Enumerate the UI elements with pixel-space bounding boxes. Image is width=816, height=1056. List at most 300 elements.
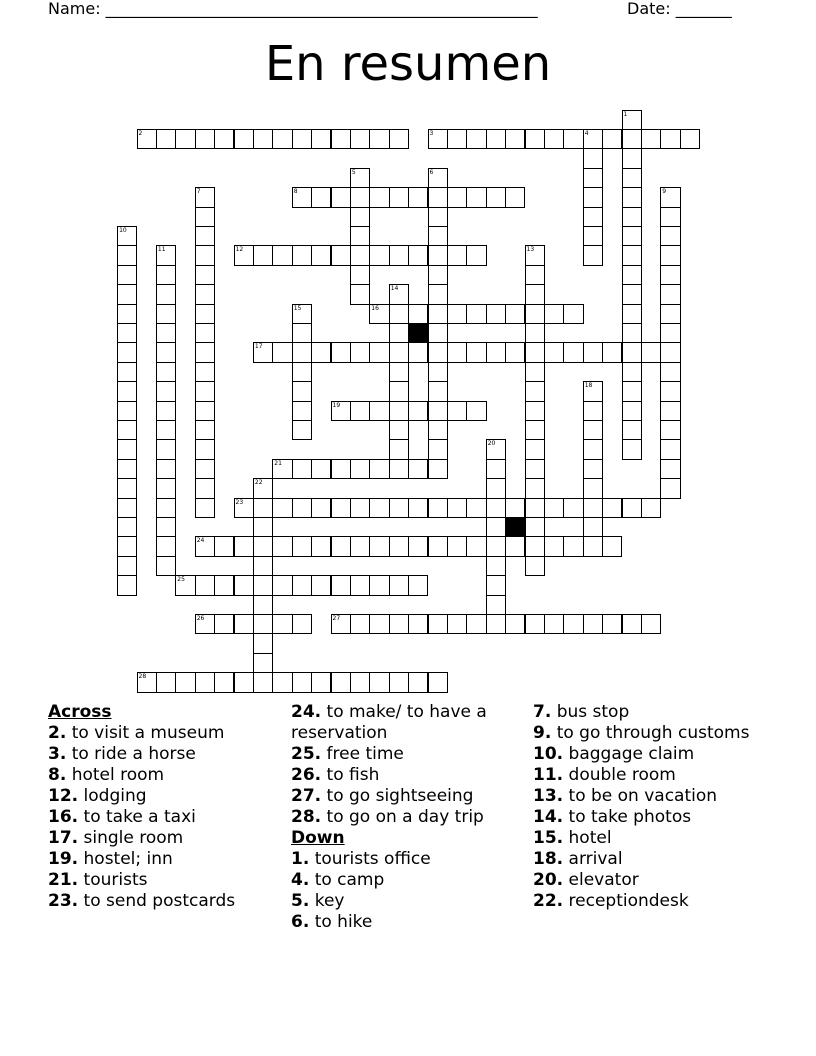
grid-cell[interactable] <box>117 284 137 304</box>
grid-cell[interactable] <box>486 498 506 518</box>
grid-cell[interactable] <box>156 381 176 401</box>
grid-cell[interactable] <box>117 226 137 246</box>
grid-cell[interactable] <box>350 187 370 207</box>
grid-cell[interactable] <box>311 245 331 265</box>
grid-cell[interactable] <box>195 226 215 246</box>
grid-cell[interactable] <box>525 129 545 149</box>
grid-cell[interactable] <box>117 342 137 362</box>
grid-cell[interactable] <box>525 323 545 343</box>
grid-cell[interactable] <box>428 381 448 401</box>
grid-cell[interactable] <box>292 575 312 595</box>
grid-cell[interactable] <box>641 614 661 634</box>
grid-cell[interactable] <box>156 342 176 362</box>
grid-cell[interactable] <box>525 459 545 479</box>
grid-cell[interactable] <box>428 284 448 304</box>
grid-cell[interactable] <box>195 304 215 324</box>
grid-cell[interactable] <box>660 187 680 207</box>
grid-cell[interactable] <box>369 245 389 265</box>
grid-cell[interactable] <box>253 245 273 265</box>
grid-cell[interactable] <box>466 129 486 149</box>
grid-cell[interactable] <box>408 245 428 265</box>
grid-cell[interactable] <box>253 595 273 615</box>
grid-cell[interactable] <box>214 672 234 692</box>
grid-cell[interactable] <box>389 575 409 595</box>
grid-cell[interactable] <box>544 304 564 324</box>
grid-cell[interactable] <box>389 187 409 207</box>
grid-cell[interactable] <box>505 342 525 362</box>
grid-cell[interactable] <box>505 498 525 518</box>
grid-cell[interactable] <box>428 498 448 518</box>
grid-cell[interactable] <box>117 536 137 556</box>
grid-cell[interactable] <box>253 478 273 498</box>
grid-cell[interactable] <box>117 304 137 324</box>
grid-cell[interactable] <box>622 187 642 207</box>
grid-cell[interactable] <box>292 498 312 518</box>
grid-cell[interactable] <box>447 401 467 421</box>
grid-cell[interactable] <box>583 187 603 207</box>
grid-cell[interactable] <box>156 517 176 537</box>
grid-cell[interactable] <box>292 362 312 382</box>
grid-cell[interactable] <box>525 420 545 440</box>
grid-cell[interactable] <box>137 672 157 692</box>
grid-cell[interactable] <box>563 129 583 149</box>
grid-cell[interactable] <box>583 439 603 459</box>
grid-cell[interactable] <box>486 304 506 324</box>
grid-cell[interactable] <box>486 439 506 459</box>
grid-cell[interactable] <box>331 129 351 149</box>
grid-cell[interactable] <box>525 498 545 518</box>
grid-cell[interactable] <box>622 381 642 401</box>
grid-cell[interactable] <box>408 536 428 556</box>
grid-cell[interactable] <box>253 614 273 634</box>
grid-cell[interactable] <box>447 304 467 324</box>
grid-cell[interactable] <box>350 401 370 421</box>
grid-cell[interactable] <box>486 614 506 634</box>
grid-cell[interactable] <box>292 129 312 149</box>
grid-cell[interactable] <box>563 498 583 518</box>
grid-cell[interactable] <box>350 207 370 227</box>
grid-cell[interactable] <box>350 284 370 304</box>
grid-cell[interactable] <box>622 614 642 634</box>
grid-cell[interactable] <box>272 575 292 595</box>
grid-cell[interactable] <box>622 265 642 285</box>
grid-cell[interactable] <box>525 284 545 304</box>
grid-cell[interactable] <box>622 420 642 440</box>
grid-cell[interactable] <box>195 478 215 498</box>
grid-cell[interactable] <box>408 672 428 692</box>
grid-cell[interactable] <box>428 536 448 556</box>
grid-cell[interactable] <box>660 381 680 401</box>
grid-cell[interactable] <box>428 459 448 479</box>
grid-cell[interactable] <box>156 323 176 343</box>
grid-cell[interactable] <box>408 342 428 362</box>
grid-cell[interactable] <box>350 168 370 188</box>
grid-cell[interactable] <box>583 342 603 362</box>
grid-cell[interactable] <box>660 478 680 498</box>
grid-cell[interactable] <box>602 536 622 556</box>
grid-cell[interactable] <box>660 284 680 304</box>
grid-cell[interactable] <box>389 342 409 362</box>
grid-cell[interactable] <box>544 614 564 634</box>
grid-cell[interactable] <box>331 575 351 595</box>
grid-cell[interactable] <box>331 401 351 421</box>
grid-cell[interactable] <box>234 498 254 518</box>
grid-cell[interactable] <box>466 536 486 556</box>
grid-cell[interactable] <box>350 129 370 149</box>
grid-cell[interactable] <box>156 536 176 556</box>
grid-cell[interactable] <box>369 304 389 324</box>
grid-cell[interactable] <box>602 342 622 362</box>
grid-cell[interactable] <box>117 381 137 401</box>
grid-cell[interactable] <box>195 129 215 149</box>
grid-cell[interactable] <box>660 226 680 246</box>
grid-cell[interactable] <box>350 245 370 265</box>
grid-cell[interactable] <box>195 420 215 440</box>
grid-cell[interactable] <box>331 614 351 634</box>
grid-cell[interactable] <box>369 187 389 207</box>
grid-cell[interactable] <box>311 536 331 556</box>
grid-cell[interactable] <box>117 459 137 479</box>
grid-cell[interactable] <box>253 653 273 673</box>
grid-cell[interactable] <box>389 672 409 692</box>
grid-cell[interactable] <box>311 187 331 207</box>
grid-cell[interactable] <box>292 323 312 343</box>
grid-cell[interactable] <box>253 672 273 692</box>
grid-cell[interactable] <box>466 304 486 324</box>
grid-cell[interactable] <box>622 226 642 246</box>
grid-cell[interactable] <box>447 536 467 556</box>
grid-cell[interactable] <box>428 672 448 692</box>
grid-cell[interactable] <box>525 556 545 576</box>
grid-cell[interactable] <box>350 498 370 518</box>
grid-cell[interactable] <box>525 245 545 265</box>
grid-cell[interactable] <box>428 342 448 362</box>
grid-cell[interactable] <box>408 401 428 421</box>
grid-cell[interactable] <box>117 323 137 343</box>
grid-cell[interactable] <box>350 614 370 634</box>
grid-cell[interactable] <box>156 556 176 576</box>
grid-cell[interactable] <box>156 284 176 304</box>
grid-cell[interactable] <box>117 439 137 459</box>
grid-cell[interactable] <box>214 614 234 634</box>
grid-cell[interactable] <box>311 498 331 518</box>
grid-cell[interactable] <box>447 245 467 265</box>
grid-cell[interactable] <box>408 575 428 595</box>
grid-cell[interactable] <box>583 129 603 149</box>
grid-cell[interactable] <box>389 401 409 421</box>
grid-cell[interactable] <box>583 401 603 421</box>
grid-cell[interactable] <box>195 284 215 304</box>
grid-cell[interactable] <box>428 439 448 459</box>
grid-cell[interactable] <box>156 265 176 285</box>
grid-cell[interactable] <box>622 304 642 324</box>
grid-cell[interactable] <box>428 420 448 440</box>
grid-cell[interactable] <box>292 536 312 556</box>
grid-cell[interactable] <box>292 672 312 692</box>
grid-cell[interactable] <box>195 207 215 227</box>
grid-cell[interactable] <box>583 536 603 556</box>
grid-cell[interactable] <box>660 459 680 479</box>
grid-cell[interactable] <box>428 265 448 285</box>
grid-cell[interactable] <box>447 614 467 634</box>
grid-cell[interactable] <box>622 110 642 130</box>
grid-cell[interactable] <box>408 498 428 518</box>
grid-cell[interactable] <box>195 187 215 207</box>
grid-cell[interactable] <box>234 672 254 692</box>
grid-cell[interactable] <box>369 342 389 362</box>
grid-cell[interactable] <box>292 420 312 440</box>
grid-cell[interactable] <box>117 401 137 421</box>
grid-cell[interactable] <box>369 498 389 518</box>
grid-cell[interactable] <box>214 129 234 149</box>
grid-cell[interactable] <box>389 304 409 324</box>
grid-cell[interactable] <box>602 614 622 634</box>
grid-cell[interactable] <box>428 614 448 634</box>
grid-cell[interactable] <box>389 129 409 149</box>
grid-cell[interactable] <box>156 498 176 518</box>
grid-cell[interactable] <box>641 129 661 149</box>
grid-cell[interactable] <box>214 536 234 556</box>
grid-cell[interactable] <box>622 245 642 265</box>
grid-cell[interactable] <box>117 575 137 595</box>
grid-cell[interactable] <box>428 304 448 324</box>
grid-cell[interactable] <box>156 478 176 498</box>
grid-cell[interactable] <box>505 129 525 149</box>
grid-cell[interactable] <box>583 614 603 634</box>
grid-cell[interactable] <box>292 381 312 401</box>
grid-cell[interactable] <box>486 342 506 362</box>
grid-cell[interactable] <box>389 459 409 479</box>
grid-cell[interactable] <box>195 536 215 556</box>
grid-cell[interactable] <box>544 498 564 518</box>
grid-cell[interactable] <box>447 498 467 518</box>
grid-cell[interactable] <box>156 362 176 382</box>
grid-cell[interactable] <box>525 536 545 556</box>
grid-cell[interactable] <box>253 342 273 362</box>
grid-cell[interactable] <box>505 304 525 324</box>
grid-cell[interactable] <box>253 536 273 556</box>
grid-cell[interactable] <box>331 187 351 207</box>
grid-cell[interactable] <box>175 672 195 692</box>
grid-cell[interactable] <box>311 342 331 362</box>
grid-cell[interactable] <box>214 575 234 595</box>
grid-cell[interactable] <box>525 362 545 382</box>
grid-cell[interactable] <box>272 342 292 362</box>
grid-cell[interactable] <box>408 187 428 207</box>
grid-cell[interactable] <box>389 614 409 634</box>
grid-cell[interactable] <box>117 478 137 498</box>
grid-cell[interactable] <box>622 401 642 421</box>
grid-cell[interactable] <box>195 459 215 479</box>
grid-cell[interactable] <box>369 129 389 149</box>
grid-cell[interactable] <box>331 672 351 692</box>
grid-cell[interactable] <box>583 459 603 479</box>
grid-cell[interactable] <box>292 342 312 362</box>
grid-cell[interactable] <box>292 614 312 634</box>
grid-cell[interactable] <box>622 148 642 168</box>
grid-cell[interactable] <box>156 245 176 265</box>
grid-cell[interactable] <box>660 362 680 382</box>
grid-cell[interactable] <box>234 614 254 634</box>
grid-cell[interactable] <box>175 129 195 149</box>
grid-cell[interactable] <box>466 401 486 421</box>
grid-cell[interactable] <box>369 401 389 421</box>
grid-cell[interactable] <box>466 614 486 634</box>
grid-cell[interactable] <box>486 187 506 207</box>
grid-cell[interactable] <box>525 401 545 421</box>
grid-cell[interactable] <box>544 129 564 149</box>
grid-cell[interactable] <box>525 265 545 285</box>
grid-cell[interactable] <box>486 129 506 149</box>
grid-cell[interactable] <box>622 284 642 304</box>
grid-cell[interactable] <box>486 459 506 479</box>
grid-cell[interactable] <box>583 420 603 440</box>
grid-cell[interactable] <box>350 342 370 362</box>
grid-cell[interactable] <box>622 498 642 518</box>
grid-cell[interactable] <box>486 575 506 595</box>
grid-cell[interactable] <box>641 498 661 518</box>
grid-cell[interactable] <box>466 498 486 518</box>
grid-cell[interactable] <box>408 459 428 479</box>
grid-cell[interactable] <box>156 304 176 324</box>
grid-cell[interactable] <box>195 323 215 343</box>
grid-cell[interactable] <box>272 536 292 556</box>
grid-cell[interactable] <box>292 245 312 265</box>
grid-cell[interactable] <box>234 129 254 149</box>
grid-cell[interactable] <box>660 207 680 227</box>
grid-cell[interactable] <box>622 342 642 362</box>
grid-cell[interactable] <box>660 323 680 343</box>
grid-cell[interactable] <box>660 401 680 421</box>
grid-cell[interactable] <box>195 245 215 265</box>
grid-cell[interactable] <box>428 207 448 227</box>
grid-cell[interactable] <box>505 187 525 207</box>
grid-cell[interactable] <box>428 187 448 207</box>
grid-cell[interactable] <box>428 129 448 149</box>
grid-cell[interactable] <box>253 633 273 653</box>
grid-cell[interactable] <box>272 459 292 479</box>
grid-cell[interactable] <box>622 207 642 227</box>
grid-cell[interactable] <box>563 342 583 362</box>
grid-cell[interactable] <box>117 245 137 265</box>
grid-cell[interactable] <box>505 614 525 634</box>
grid-cell[interactable] <box>544 342 564 362</box>
grid-cell[interactable] <box>156 439 176 459</box>
grid-cell[interactable] <box>234 536 254 556</box>
grid-cell[interactable] <box>272 614 292 634</box>
grid-cell[interactable] <box>117 265 137 285</box>
grid-cell[interactable] <box>311 459 331 479</box>
grid-cell[interactable] <box>447 187 467 207</box>
grid-cell[interactable] <box>660 265 680 285</box>
grid-cell[interactable] <box>350 575 370 595</box>
grid-cell[interactable] <box>622 129 642 149</box>
grid-cell[interactable] <box>311 129 331 149</box>
grid-cell[interactable] <box>331 498 351 518</box>
grid-cell[interactable] <box>117 556 137 576</box>
grid-cell[interactable] <box>272 498 292 518</box>
grid-cell[interactable] <box>660 304 680 324</box>
grid-cell[interactable] <box>156 459 176 479</box>
grid-cell[interactable] <box>447 342 467 362</box>
grid-cell[interactable] <box>195 362 215 382</box>
grid-cell[interactable] <box>369 536 389 556</box>
grid-cell[interactable] <box>234 575 254 595</box>
grid-cell[interactable] <box>428 245 448 265</box>
grid-cell[interactable] <box>408 614 428 634</box>
grid-cell[interactable] <box>389 420 409 440</box>
grid-cell[interactable] <box>350 265 370 285</box>
grid-cell[interactable] <box>253 517 273 537</box>
grid-cell[interactable] <box>195 265 215 285</box>
grid-cell[interactable] <box>195 342 215 362</box>
grid-cell[interactable] <box>369 672 389 692</box>
grid-cell[interactable] <box>486 517 506 537</box>
grid-cell[interactable] <box>583 498 603 518</box>
grid-cell[interactable] <box>253 498 273 518</box>
grid-cell[interactable] <box>389 381 409 401</box>
grid-cell[interactable] <box>660 439 680 459</box>
grid-cell[interactable] <box>583 207 603 227</box>
grid-cell[interactable] <box>117 517 137 537</box>
grid-cell[interactable] <box>156 420 176 440</box>
grid-cell[interactable] <box>272 672 292 692</box>
grid-cell[interactable] <box>389 245 409 265</box>
grid-cell[interactable] <box>195 498 215 518</box>
grid-cell[interactable] <box>428 168 448 188</box>
grid-cell[interactable] <box>466 245 486 265</box>
grid-cell[interactable] <box>583 148 603 168</box>
grid-cell[interactable] <box>525 304 545 324</box>
grid-cell[interactable] <box>583 381 603 401</box>
grid-cell[interactable] <box>525 478 545 498</box>
grid-cell[interactable] <box>525 614 545 634</box>
grid-cell[interactable] <box>389 536 409 556</box>
grid-cell[interactable] <box>660 245 680 265</box>
grid-cell[interactable] <box>292 187 312 207</box>
grid-cell[interactable] <box>583 226 603 246</box>
grid-cell[interactable] <box>253 129 273 149</box>
grid-cell[interactable] <box>622 362 642 382</box>
grid-cell[interactable] <box>195 672 215 692</box>
grid-cell[interactable] <box>447 129 467 149</box>
grid-cell[interactable] <box>486 536 506 556</box>
grid-cell[interactable] <box>525 342 545 362</box>
grid-cell[interactable] <box>117 362 137 382</box>
grid-cell[interactable] <box>389 284 409 304</box>
grid-cell[interactable] <box>350 672 370 692</box>
grid-cell[interactable] <box>331 459 351 479</box>
grid-cell[interactable] <box>622 168 642 188</box>
grid-cell[interactable] <box>660 342 680 362</box>
grid-cell[interactable] <box>486 595 506 615</box>
grid-cell[interactable] <box>369 575 389 595</box>
grid-cell[interactable] <box>389 498 409 518</box>
grid-cell[interactable] <box>660 420 680 440</box>
grid-cell[interactable] <box>563 614 583 634</box>
grid-cell[interactable] <box>525 517 545 537</box>
grid-cell[interactable] <box>583 478 603 498</box>
grid-cell[interactable] <box>253 575 273 595</box>
grid-cell[interactable] <box>331 536 351 556</box>
grid-cell[interactable] <box>389 439 409 459</box>
grid-cell[interactable] <box>369 459 389 479</box>
grid-cell[interactable] <box>563 304 583 324</box>
grid-cell[interactable] <box>331 245 351 265</box>
grid-cell[interactable] <box>486 556 506 576</box>
grid-cell[interactable] <box>408 304 428 324</box>
grid-cell[interactable] <box>292 459 312 479</box>
